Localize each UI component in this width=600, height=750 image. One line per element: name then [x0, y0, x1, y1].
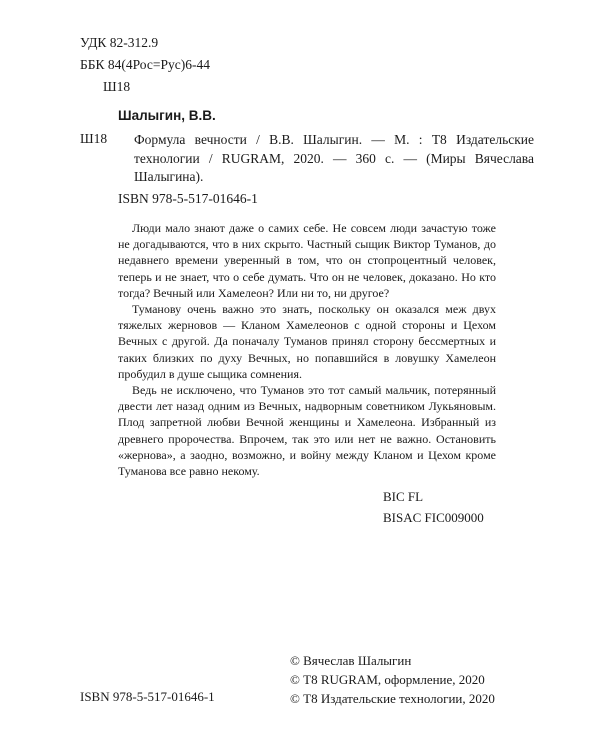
copyright-line: © Т8 RUGRAM, оформление, 2020	[290, 672, 485, 687]
annotation-paragraph: Ведь не исключено, что Туманов это тот самый мальчик, потерянный двести лет назад одним из Вечных, надворным советником Лукьяновым. Плод запретной любви Вечной женщины и Хамелеона. Избранный из древнего пророчества. Впрочем, так это или нет не важно. Остановить «жернова», а заодно, возможно, и войну между Кланом и Цехом кроме Туманова все равно некому.	[118, 383, 496, 479]
annotation-paragraph: Люди мало знают даже о самих себе. Не совсем люди зачастую тоже не догадываются, что в них скрыто. Частный сыщик Виктор Туманов, до недавнего времени уверенный в том, что он стопроцентный человек, теперь и не знает, что о себе думать. Что он не человек, доказано. Но кто тогда? Вечный или Хамелеон? Или ни то, ни другое?	[118, 221, 496, 300]
annotation-paragraph: Туманову очень важно это знать, поскольку он оказался меж двух тяжелых жерновов — Кланом Хамелеонов с одной стороны и Цехом Вечных с другой. Да поначалу Туманов принял сторону бессмертных и таких близких по духу Вечных, но попавшийся в ловушку Хамелеон пробудил в душе сыщика сомнения.	[118, 302, 496, 381]
bibliographic-description: Формула вечности / В.В. Шалыгин. — М. : Т8 Издательские технологии / RUGRAM, 2020. — 360 с. — (Миры Вячеслава Шалыгина).	[134, 132, 534, 184]
bbk-code: ББК 84(4Рос=Рус)6-44	[80, 57, 210, 72]
udk-code: УДК 82-312.9	[80, 35, 159, 50]
author-heading: Шалыгин, В.В.	[118, 108, 216, 123]
copyright-line: © Вячеслав Шалыгин	[290, 653, 412, 668]
copyright-notice	[290, 651, 495, 708]
subject-codes	[383, 487, 484, 528]
copyright-line: © Т8 Издательские технологии, 2020	[290, 691, 495, 706]
bic-code: BIC FL	[383, 489, 424, 504]
footer-isbn: ISBN 978-5-517-01646-1	[80, 689, 215, 704]
entry-author-mark: Ш18	[80, 131, 108, 146]
annotation	[118, 220, 496, 479]
entry-isbn: ISBN 978-5-517-01646-1	[118, 191, 258, 206]
author-mark: Ш18	[103, 79, 131, 94]
bisac-code: BISAC FIC009000	[383, 509, 484, 525]
